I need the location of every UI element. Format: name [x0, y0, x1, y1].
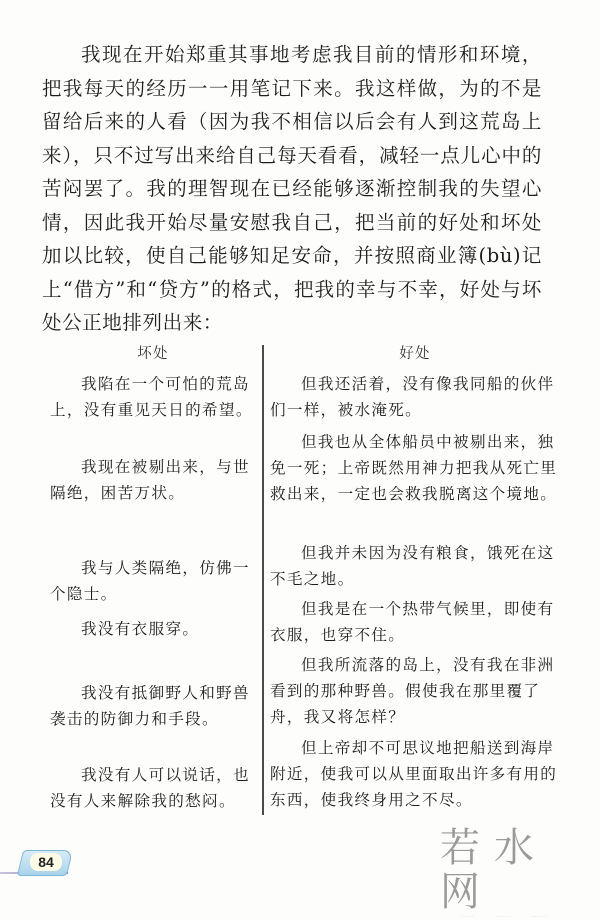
- disadvantage-entry: 我没有抵御野人和野兽袭击的防御力和手段。: [50, 684, 250, 728]
- intro-paragraph: 我现在开始郑重其事地考虑我目前的情形和环境，把我每天的经历一一用笔记下来。我这样做，为的不是留给后来的人看（因为我不相信以后会有人到这荒岛上来），只不过写出来给自己每天看看，减轻一点儿心中的苦闷罢了。我的理智现在已经能够逐渐控制我的失望心情，因此我开始尽量安慰我自己，把当前的好处和坏处加以比较，使自己能够知足安命，并按照商业簿(bù)记上“借方”和“贷方”的格式，把我的幸与不幸，好处与坏处公正地排列出来：: [42, 43, 542, 334]
- page-number-badge: [0, 850, 80, 880]
- advantage-entry: 但我也从全体船员中被剔出来，独免一死；上帝既然用神力把我从死亡里救出来，一定也会救我脱离这个境地。: [270, 433, 558, 503]
- column-divider: [262, 345, 264, 815]
- disadvantage-entry: 我现在被剔出来，与世隔绝，困苦万状。: [50, 458, 250, 502]
- watermark-subtitle: ····· ······ ······: [462, 914, 548, 920]
- page-number: 84: [30, 853, 62, 871]
- disadvantage-entry: 我与人类隔绝，仿佛一个隐士。: [50, 559, 250, 603]
- watermark: [440, 825, 600, 920]
- ledger-table: [0, 343, 600, 823]
- advantage-entry: 但上帝却不可思议地把船送到海岸附近，使我可以从里面取出许多有用的东西，使我终身用之不尽。: [270, 739, 558, 809]
- advantages-column: [270, 343, 560, 809]
- disadvantages-heading: 坏处: [137, 346, 169, 362]
- advantage-entry: 但我并未因为没有粮食，饿死在这不毛之地。: [270, 544, 555, 588]
- advantage-entry: 但我是在一个热带气候里，即使有衣服，也穿不住。: [270, 600, 555, 644]
- watermark-logo: 若水网: [440, 825, 548, 915]
- disadvantage-entry: 我陷在一个可怕的荒岛上，没有重见天日的希望。: [50, 375, 253, 419]
- disadvantages-column: [50, 343, 256, 810]
- advantage-entry: 但我还活着，没有像我同船的伙伴们一样，被水淹死。: [270, 375, 555, 419]
- disadvantage-entry: 我没有人可以说话，也没有人来解除我的愁闷。: [50, 766, 250, 810]
- advantages-heading: 好处: [399, 346, 431, 362]
- advantage-entry: 但我所流落的岛上，没有我在非洲看到的那种野兽。假使我在那里覆了舟，我又将怎样？: [270, 656, 555, 726]
- disadvantage-entry: 我没有衣服穿。: [81, 620, 200, 638]
